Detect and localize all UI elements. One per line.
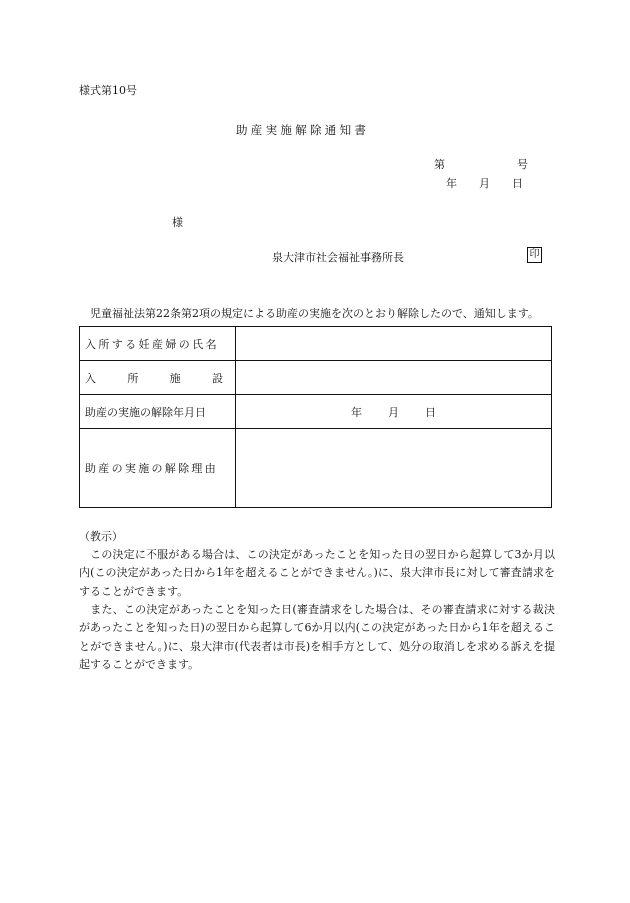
release-reason-value (236, 429, 552, 508)
info-table (79, 326, 552, 508)
facility-label-char: 施 (169, 371, 181, 385)
instructions-heading: （教示） (79, 530, 123, 543)
label-cell (80, 395, 236, 429)
issue-date-year: 年 (446, 177, 457, 190)
ref-number-prefix: 第 (434, 158, 445, 171)
instructions-paragraph (79, 601, 555, 675)
instructions-paragraph-text: また、この決定があったことを知った日(審査請求をした場合は、その審査請求に対する裁決があったことを知った日)の翌日から起算して6か月以内(この決定があった日から1年を超えることができません。)に、泉大津市(代表者は市長)を相手方として、処分の取消しを求める訴えを提起することができます。 (79, 603, 555, 672)
release-date-value (236, 395, 552, 429)
notice-text: 児童福祉法第22条第2項の規定による助産の実施を次のとおり解除したので、通知します。 (90, 307, 539, 320)
label-cell (80, 429, 236, 508)
label-cell (80, 361, 236, 395)
table-row (80, 429, 552, 508)
facility-label-char: 所 (127, 371, 139, 385)
document-title: 助産実施解除通知書 (236, 123, 370, 137)
table-row (80, 327, 552, 361)
release-date-label: 助産の実施の解除年月日 (85, 405, 206, 419)
instructions-paragraph (79, 546, 555, 601)
form-number: 様式第10号 (79, 84, 137, 97)
release-date-year: 年 (351, 405, 362, 419)
pregnant-woman-name-label: 入所する妊産婦の氏名 (85, 337, 219, 351)
release-reason-label: 助産の実施の解除理由 (85, 462, 218, 475)
release-date-day: 日 (425, 405, 436, 419)
facility-value (236, 361, 552, 395)
facility-label (85, 370, 223, 386)
instructions-paragraph-text: この決定に不服がある場合は、この決定があったことを知った日の翌日から起算して3か月以内(この決定があった日から1年を超えることができません。)に、泉大津市長に対して審査請求をすることができます。 (79, 548, 555, 598)
label-cell (80, 327, 236, 361)
issuer-name: 泉大津市社会福祉事務所長 (272, 251, 404, 264)
facility-label-char: 設 (211, 371, 223, 385)
issue-date-day: 日 (512, 177, 523, 190)
table-row (80, 361, 552, 395)
issue-date (446, 175, 523, 191)
issue-date-month: 月 (479, 177, 490, 190)
ref-number-suffix: 号 (517, 158, 528, 171)
addressee-suffix: 様 (172, 216, 183, 229)
pregnant-woman-name-value (236, 327, 552, 361)
seal-mark: 印 (527, 247, 542, 263)
release-date-month: 月 (388, 405, 399, 419)
facility-label-char: 入 (85, 371, 96, 385)
table-row (80, 395, 552, 429)
